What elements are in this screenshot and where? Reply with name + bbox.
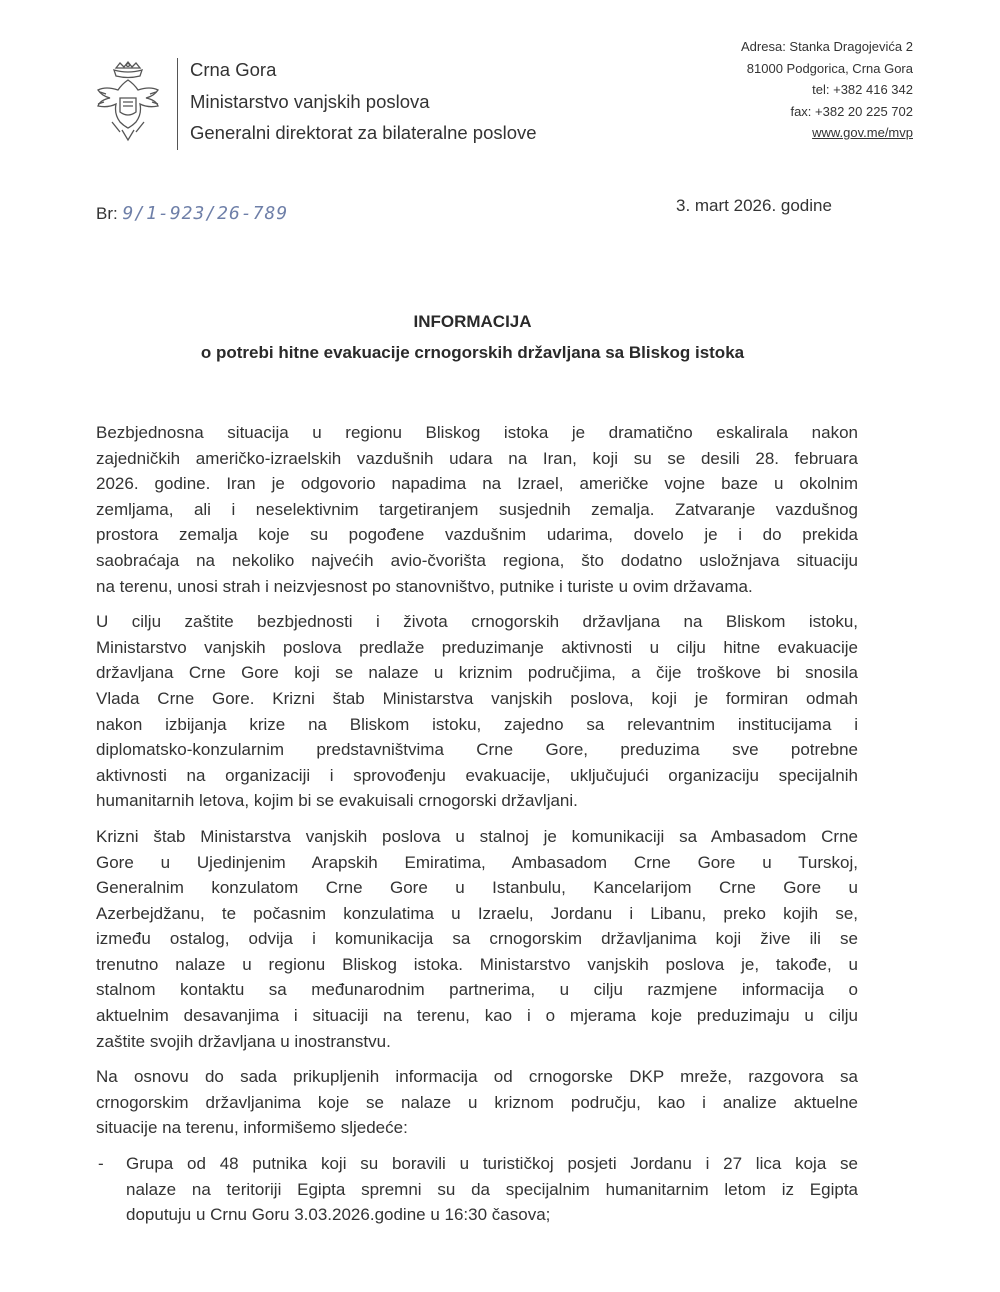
- directorate-name: Generalni direktorat za bilateralne poslove: [190, 122, 537, 143]
- text-line: trenutno nalaze u regionu Bliskog istoka. Ministarstvo vanjskih poslova je, takođe, u: [96, 954, 858, 974]
- reference-number: [96, 203, 288, 224]
- paragraph: [96, 609, 858, 814]
- text-line: aktivnosti na organizaciji i sprovođenju evakuacije, uključujući organizaciju specijalnih: [96, 765, 858, 785]
- reference-label: Br:: [96, 204, 118, 223]
- text-line: Grupa od 48 putnika koji su boravili u turističkoj posjeti Jordanu i 27 lica koja se: [126, 1154, 858, 1174]
- text-line: između ostalog, odvija i komunikacija sa crnogorskim državljanima koji žive ili se: [96, 929, 858, 949]
- document-subtitle: o potrebi hitne evakuacije crnogorskih državljana sa Bliskog istoka: [200, 343, 745, 362]
- document-date: 3. mart 2026. godine: [676, 196, 832, 215]
- list-item: [96, 1151, 858, 1228]
- postal-line: 81000 Podgorica, Crna Gora: [746, 60, 913, 76]
- text-line: zaštite svojih državljana u inostranstvu.: [96, 1031, 391, 1051]
- header-divider: [177, 58, 178, 150]
- text-line: Na osnovu do sada prikupljenih informacija od crnogorske DKP mreže, razgovora sa: [96, 1067, 858, 1087]
- text-line: zajedničkih američko-izraelskih vazdušnih udara na Iran, koji su se desili 28. februara: [96, 448, 858, 468]
- bullet-marker: -: [98, 1154, 104, 1174]
- text-line: aktuelnim desavanjima i situaciji na terenu, kao i o mjerama koje preduzimaju u cilju: [96, 1006, 858, 1026]
- text-line: nakon izbijanja krize na Bliskom istoku, zajedno sa relevantnim institucijama i: [96, 714, 858, 734]
- text-line: diplomatsko-konzularnim predstavništvima Crne Gore, preduzima sve potrebne: [96, 740, 858, 760]
- ministry-header: [190, 54, 537, 149]
- ministry-name: Ministarstvo vanjskih poslova: [190, 90, 430, 112]
- text-line: zemljama, ali i neselektivnim targetiranjem susjednih zemalja. Zatvaranje vazdušnog: [96, 499, 858, 519]
- text-line: Azerbejdžanu, te počasnim konzulatima u Izraelu, Jordanu i Libanu, preko kojih se,: [96, 903, 858, 923]
- paragraph: [96, 1064, 858, 1141]
- text-line: situacije na terenu, informišemo sljedeće:: [96, 1118, 408, 1138]
- paragraph: [96, 420, 858, 599]
- text-line: Ministarstvo vanjskih poslova predlaže preduzimanje aktivnosti u cilju hitne evakuacije: [96, 637, 858, 657]
- text-line: Bezbjednosna situacija u regionu Bliskog istoka je dramatično eskalirala nakon: [96, 423, 858, 442]
- website-link[interactable]: www.gov.me/mvp: [812, 125, 913, 140]
- text-line: saobraćaja na nekoliko najvećih avio-čvorišta regiona, što dodatno usložnjava situaciju: [96, 550, 858, 570]
- text-line: stalnom kontaktu sa međunarodnim partnerima, u cilju razmjene informacija o: [96, 980, 858, 1000]
- text-line: crnogorskim državljanima koje se nalaze u kriznom području, kao i analize aktuelne: [96, 1092, 858, 1112]
- phone-line: tel: +382 416 342: [812, 82, 913, 97]
- address-line: Adresa: Stanka Dragojevića 2: [741, 39, 913, 54]
- contact-block: [741, 36, 913, 144]
- text-line: doputuju u Crnu Goru 3.03.2026.godine u 16:30 časova;: [126, 1205, 551, 1225]
- paragraph: [96, 824, 858, 1054]
- text-line: nalaze na teritoriji Egipta spremni su da specijalnim humanitarnim letom iz Egipta: [126, 1179, 858, 1199]
- text-line: prostora zemalja koje su pogođene vazdušnim udarima, dovelo je i do prekida: [96, 525, 858, 545]
- text-line: 2026. godine. Iran je odgovorio napadima na Izrael, američke vojne baze u okolnim: [96, 474, 858, 494]
- text-line: Vlada Crne Gore. Krizni štab Ministarstva vanjskih poslova, koji je formiran odmah: [96, 688, 858, 708]
- text-line: na terenu, unosi strah i neizvjesnost po stanovništvo, putnike i turiste u ovim državama.: [96, 576, 753, 596]
- document-title: INFORMACIJA: [413, 312, 532, 331]
- text-line: Generalnim konzulatom Crne Gore u Istanbulu, Kancelarijom Crne Gore u: [96, 878, 858, 898]
- fax-line: fax: +382 20 225 702: [790, 103, 913, 119]
- text-line: državljana Crne Gore koji se nalaze u kriznim područjima, a čije troškove bi snosila: [96, 663, 858, 683]
- document-body: [96, 420, 858, 1228]
- handwritten-reference: 9/1-923/26-789: [122, 203, 289, 224]
- coat-of-arms-icon: [92, 60, 164, 146]
- text-line: U cilju zaštite bezbjednosti i života crnogorskih državljana na Bliskom istoku,: [96, 612, 858, 632]
- country-name: Crna Gora: [190, 59, 277, 80]
- text-line: Krizni štab Ministarstva vanjskih poslova u stalnoj je komunikaciji sa Ambasadom Crne: [96, 826, 858, 846]
- text-line: Gore u Ujedinjenim Arapskih Emiratima, Ambasadom Crne Gore u Turskoj,: [96, 852, 858, 872]
- text-line: humanitarnih letova, kojim bi se evakuisali crnogorski državljani.: [96, 791, 578, 811]
